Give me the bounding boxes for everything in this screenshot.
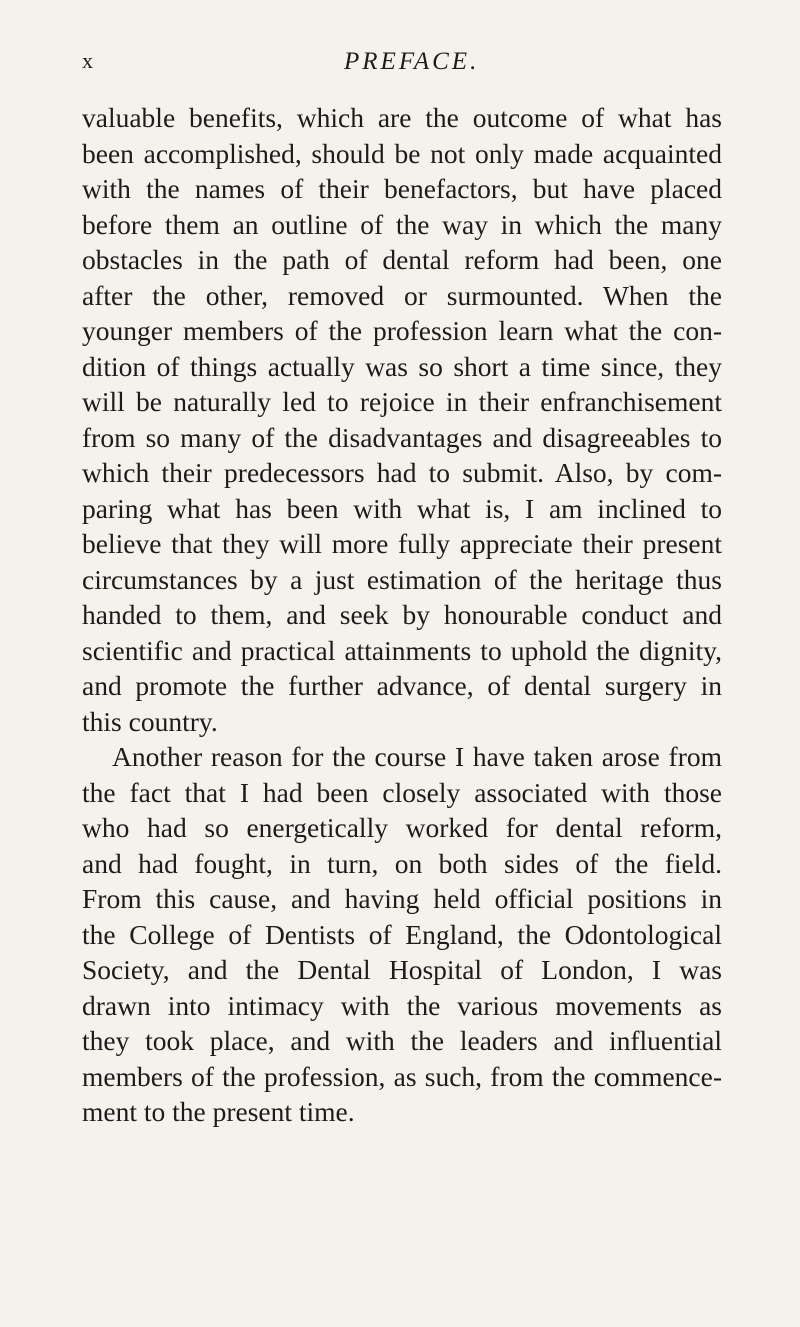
text-line: From this cause, and having held official positions in (82, 883, 722, 914)
running-head: PREFACE. (344, 48, 480, 75)
text-line: circumstances by a just estimation of the heritage thus (82, 563, 722, 595)
text-line: before them an outline of the way in which the many (82, 208, 722, 240)
text-line: they took place, and with the leaders and influential (82, 1025, 722, 1056)
text-line: younger members of the profession learn what the con- (82, 315, 722, 346)
text-line: after the other, removed or surmounted. When the (82, 279, 722, 311)
text-line: valuable benefits, which are the outcome of what has (82, 102, 722, 133)
text-line: scientific and practical attainments to uphold the dignity, (82, 634, 722, 666)
text-line: with the names of their benefactors, but have placed (82, 173, 722, 204)
text-line: paring what has been with what is, I am inclined to (82, 492, 722, 524)
text-line: handed to them, and seek by honourable conduct and (82, 599, 722, 630)
text-line: members of the profession, as such, from the commence- (82, 1060, 722, 1092)
body-text (82, 100, 722, 1130)
text-line: drawn into intimacy with the various movements as (82, 989, 722, 1021)
page-number: x (82, 48, 94, 73)
text-line: obstacles in the path of dental reform had been, one (82, 244, 722, 275)
text-line-paragraph-end: this country. (82, 705, 218, 737)
text-line: which their predecessors had to submit. Also, by com- (82, 457, 722, 488)
text-line-paragraph-start: Another reason for the course I have taken arose from (112, 741, 722, 772)
text-line: will be naturally led to rejoice in their enfranchisement (82, 386, 722, 417)
text-line: believe that they will more fully appreciate their present (82, 528, 722, 559)
text-line: the fact that I had been closely associated with those (82, 776, 722, 808)
text-line: been accomplished, should be not only made acquainted (82, 137, 722, 169)
text-line: and had fought, in turn, on both sides of the field. (82, 847, 722, 879)
text-line: dition of things actually was so short a time since, they (82, 350, 722, 382)
text-line: Society, and the Dental Hospital of London, I was (82, 954, 722, 985)
text-line: the College of Dentists of England, the Odontological (82, 918, 722, 950)
text-line: who had so energetically worked for dental reform, (82, 812, 722, 843)
text-line: from so many of the disadvantages and disagreeables to (82, 421, 722, 453)
text-line-paragraph-end: ment to the present time. (82, 1096, 355, 1127)
page-header (82, 48, 722, 88)
text-line: and promote the further advance, of dental surgery in (82, 670, 722, 701)
